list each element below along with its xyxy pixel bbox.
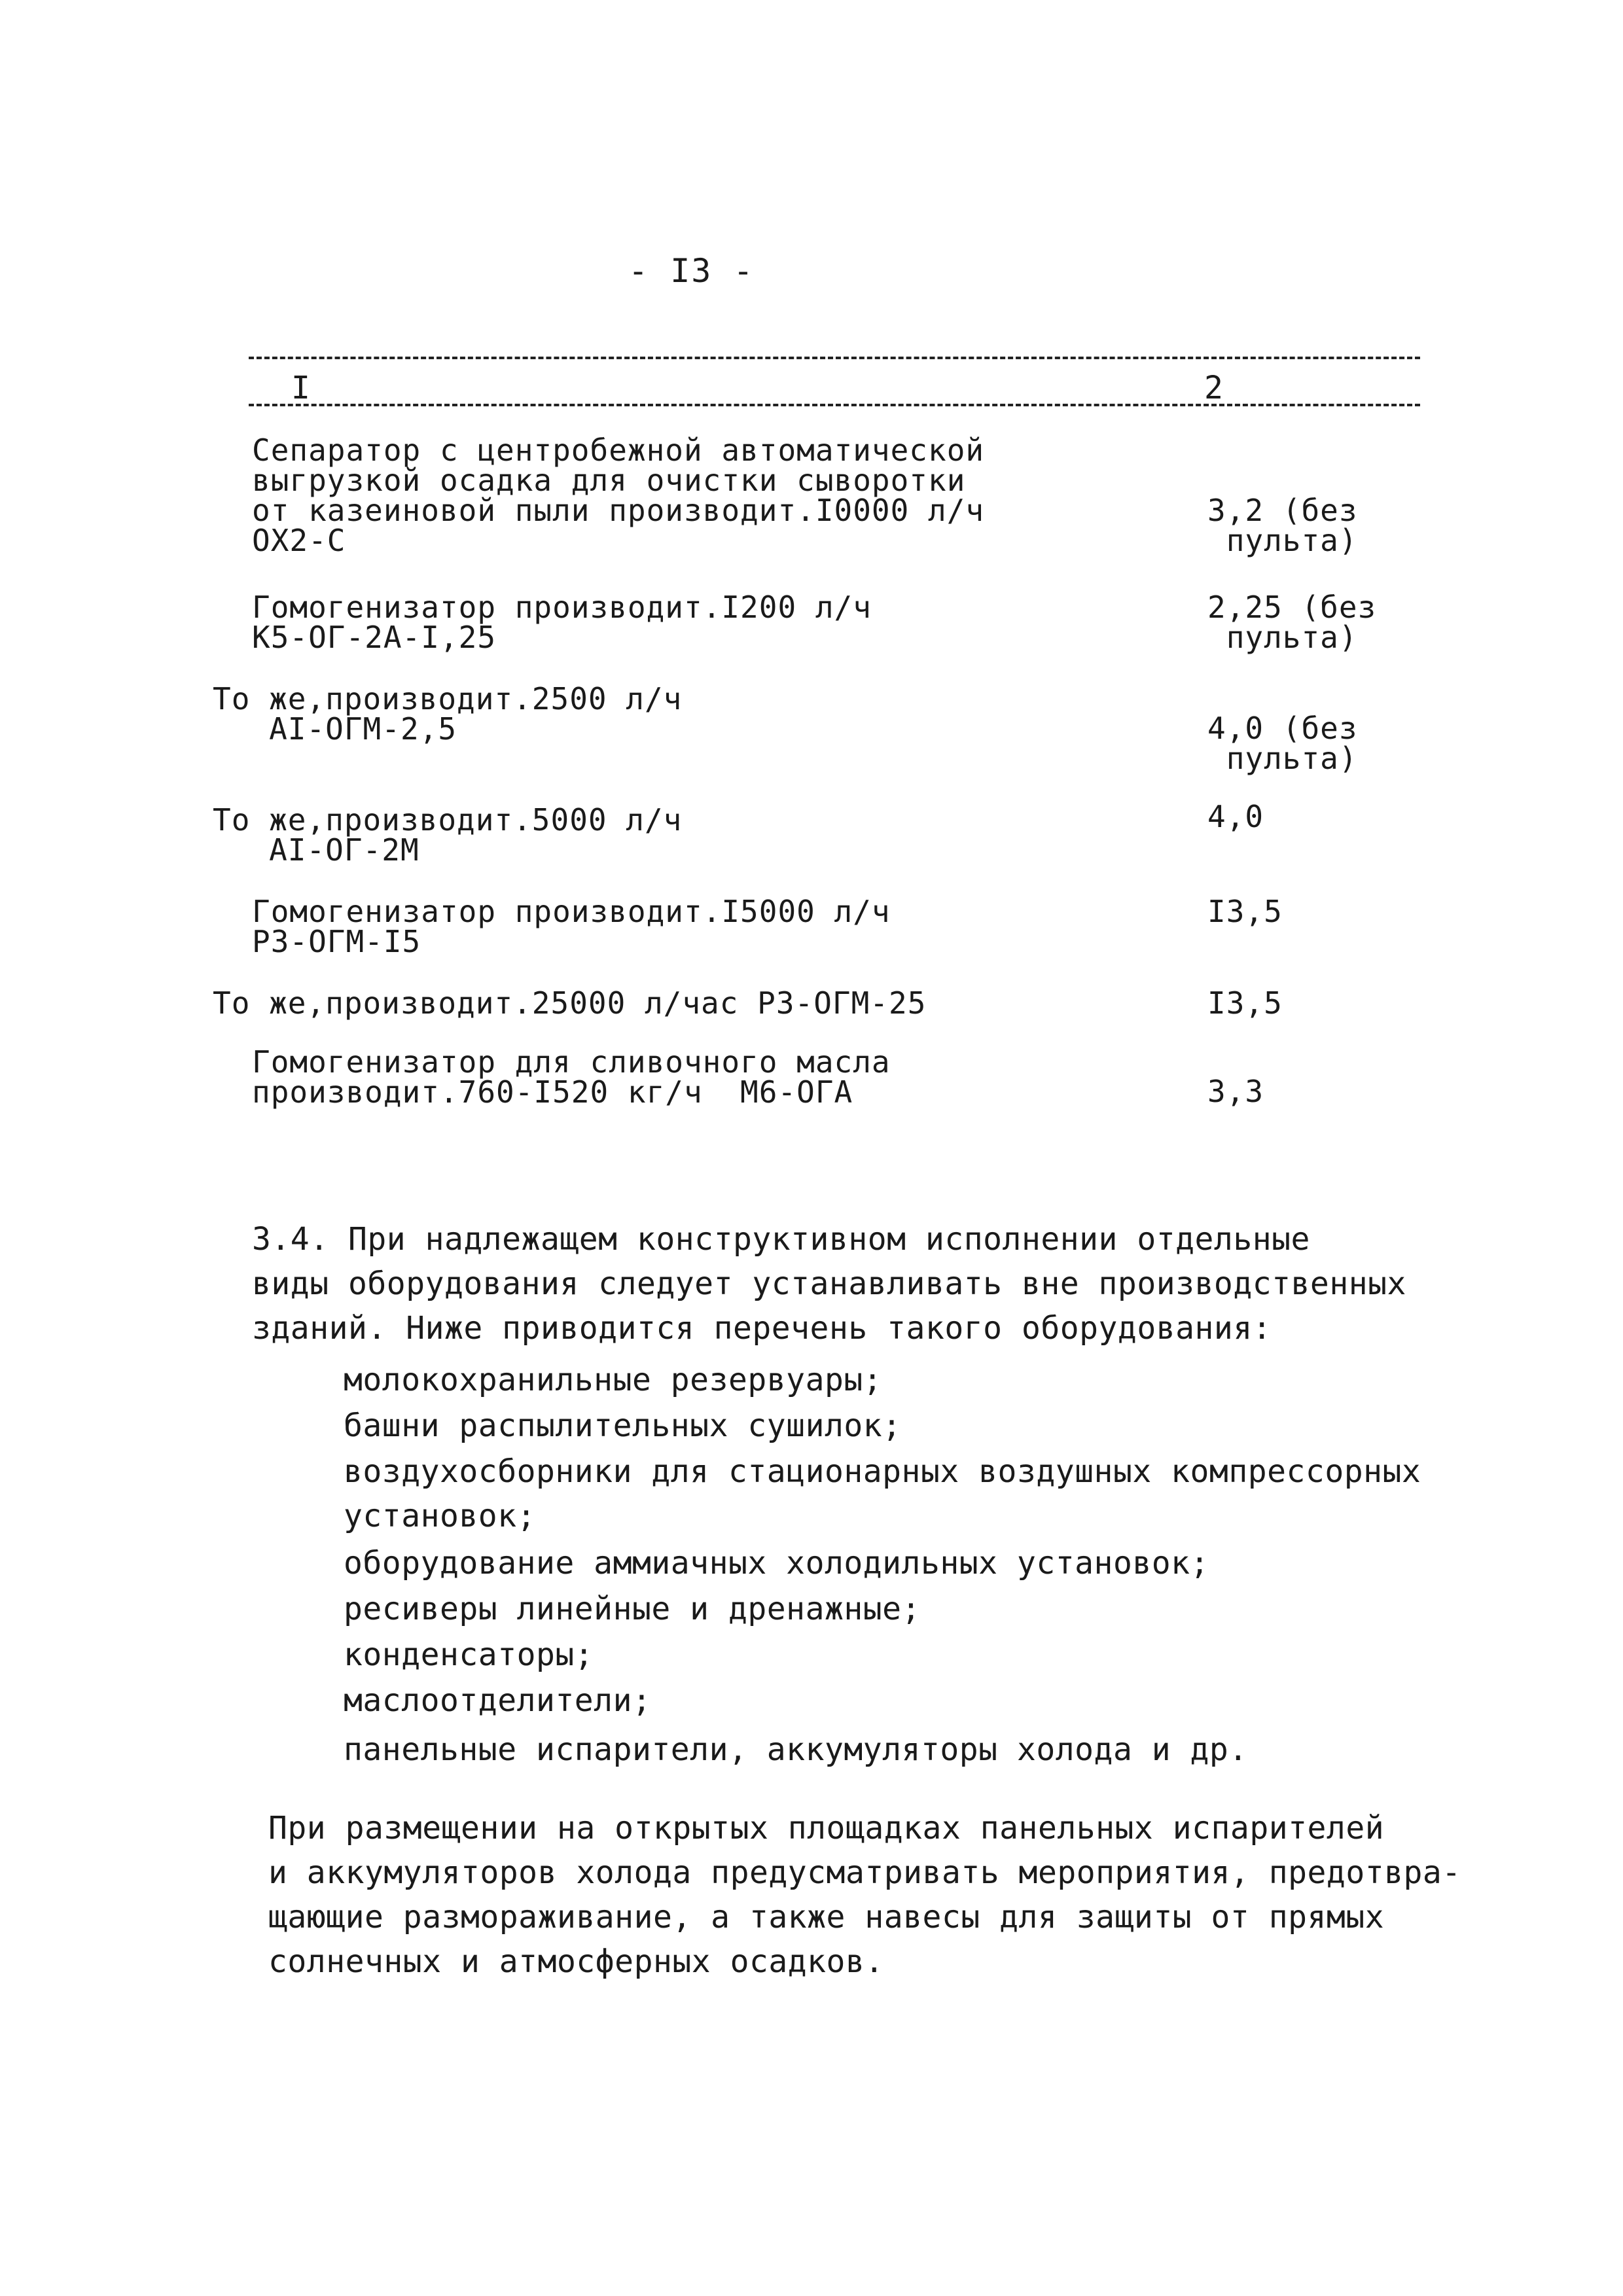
equipment-list-item-1: молокохранильные резервуары;: [344, 1362, 883, 1398]
table-row-6-value: I3,5: [1207, 985, 1283, 1021]
table-row-1-value: 3,2 (без пульта): [1207, 493, 1358, 558]
table-top-rule: [249, 357, 1420, 359]
table-row-7-value: 3,3: [1207, 1074, 1264, 1109]
page-number: - I3 -: [628, 252, 755, 290]
table-row-2-text: Гомогенизатор производит.I200 л/ч К5-ОГ-2А-I,25: [252, 590, 872, 655]
table-row-5-text: Гомогенизатор производит.I5000 л/ч РЗ-ОГМ-I5: [252, 894, 891, 959]
equipment-list-item-5: ресиверы линейные и дренажные;: [344, 1591, 921, 1627]
equipment-list-item-7: маслоотделители;: [344, 1682, 652, 1719]
table-row-3-value: 4,0 (без пульта): [1207, 711, 1358, 776]
equipment-list-item-4: оборудование аммиачных холодильных установок;: [344, 1545, 1209, 1581]
closing-paragraph: При размещении на открытых площадках панельных испарителей и аккумуляторов холода предусматривать мероприятия, предотвра- щающие размораживание, а также навесы для защиты от прямых солнечных и атмосферных осадков.: [268, 1810, 1461, 1980]
table-row-5-value: I3,5: [1207, 894, 1283, 929]
equipment-list-item-3: воздухосборники для стационарных воздушных компрессорных установок;: [344, 1453, 1421, 1534]
table-row-1-text: Сепаратор с центробежной автоматической выгрузкой осадка для очистки сыворотки от казеиновой пыли производит.I0000 л/ч ОХ2-С: [252, 433, 985, 558]
equipment-list-item-6: конденсаторы;: [344, 1636, 594, 1673]
table-row-6-text: То же,производит.25000 л/час РЗ-ОГМ-25: [213, 985, 927, 1021]
table-row-4-value: 4,0: [1207, 799, 1264, 834]
section-intro-paragraph: 3.4. При надлежащем конструктивном исполнении отдельные виды оборудования следует устанавливать вне производственных зданий. Ниже приводится перечень такого оборудования:: [252, 1221, 1406, 1347]
equipment-list-item-2: башни распылительных сушилок;: [344, 1407, 902, 1444]
table-row-4-text: То же,производит.5000 л/ч АI-ОГ-2М: [213, 802, 683, 868]
table-row-7-text: Гомогенизатор для сливочного масла производит.760-I520 кг/ч М6-ОГА: [252, 1044, 891, 1110]
table-row-2-value: 2,25 (без пульта): [1207, 590, 1377, 655]
table-header-col2: 2: [1204, 370, 1223, 406]
table-header-col1: I: [291, 370, 310, 406]
table-header-rule: [249, 404, 1420, 406]
equipment-list-item-8: панельные испарители, аккумуляторы холода и др.: [344, 1731, 1248, 1768]
table-row-3-text: То же,производит.2500 л/ч АI-ОГМ-2,5: [213, 681, 683, 747]
